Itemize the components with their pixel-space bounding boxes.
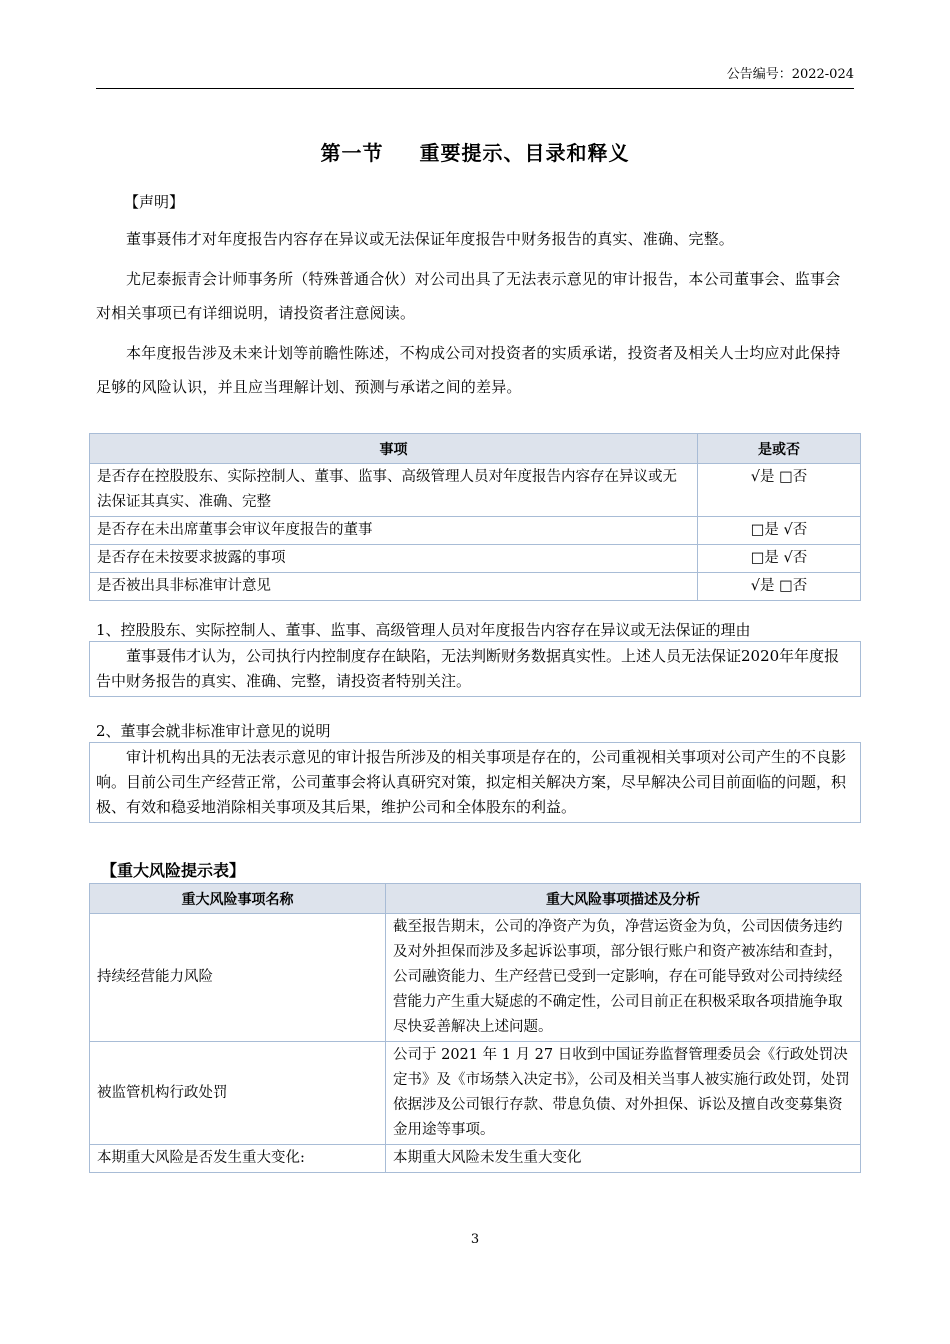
item-cell: 是否存在未出席董事会审议年度报告的董事	[90, 517, 698, 545]
confirmation-table	[89, 433, 861, 601]
declaration-label: 【声明】	[124, 193, 185, 211]
risk-name-cell: 持续经营能力风险	[90, 914, 386, 1042]
risk-table-title: 【重大风险提示表】	[101, 861, 246, 880]
table-row	[90, 545, 861, 573]
item-cell: 是否存在未按要求披露的事项	[90, 545, 698, 573]
page-header	[96, 66, 854, 89]
page-number: 3	[470, 1232, 480, 1247]
risk-table	[89, 883, 861, 1173]
answer-cell: □是 √否	[698, 517, 861, 545]
table-row	[90, 464, 861, 517]
declaration-paragraph: 董事聂伟才对年度报告内容存在异议或无法保证年度报告中财务报告的真实、准确、完整。	[126, 230, 735, 248]
section-heading: 重要提示、目录和释义	[419, 141, 630, 165]
column-header: 重大风险事项名称	[90, 884, 386, 914]
table-row	[90, 517, 861, 545]
table-header-row	[90, 884, 861, 914]
risk-name-cell: 本期重大风险是否发生重大变化:	[90, 1145, 386, 1173]
answer-cell: √是 □否	[698, 464, 861, 517]
answer-cell: √是 □否	[698, 573, 861, 601]
section-title	[0, 137, 950, 166]
announcement-number: 公告编号：2022-024	[726, 67, 854, 82]
column-header: 是或否	[698, 434, 861, 464]
risk-desc-cell: 公司于 2021 年 1 月 27 日收到中国证券监督管理委员会《行政处罚决定书》及《市场禁入决定书》，公司及相关当事人被实施行政处罚，处罚依据涉及公司银行存款、带息负债、对外担保、诉讼及擅自改变募集资金用途等事项。	[386, 1042, 861, 1145]
note-2-label: 2、董事会就非标准审计意见的说明	[96, 722, 331, 740]
note-2-box: 审计机构出具的无法表示意见的审计报告所涉及的相关事项是存在的，公司重视相关事项对公司产生的不良影响。目前公司生产经营正常，公司董事会将认真研究对策，拟定相关解决方案，尽早解决公司目前面临的问题，积极、有效和稳妥地消除相关事项及其后果，维护公司和全体股东的利益。	[89, 742, 861, 823]
note-1-box: 董事聂伟才认为，公司执行内控制度存在缺陷，无法判断财务数据真实性。上述人员无法保证2020年年度报告中财务报告的真实、准确、完整，请投资者特别关注。	[89, 641, 861, 697]
note-1-label: 1、控股股东、实际控制人、董事、监事、高级管理人员对年度报告内容存在异议或无法保证的理由	[96, 621, 751, 639]
risk-name-cell: 被监管机构行政处罚	[90, 1042, 386, 1145]
table-row	[90, 1042, 861, 1145]
column-header: 重大风险事项描述及分析	[386, 884, 861, 914]
table-row	[90, 1145, 861, 1173]
table-row	[90, 573, 861, 601]
column-header: 事项	[90, 434, 698, 464]
item-cell: 是否存在控股股东、实际控制人、董事、监事、高级管理人员对年度报告内容存在异议或无法保证其真实、准确、完整	[90, 464, 698, 517]
section-number: 第一节	[320, 141, 384, 165]
declaration-paragraph: 本年度报告涉及未来计划等前瞻性陈述，不构成公司对投资者的实质承诺，投资者及相关人士均应对此保持足够的风险认识，并且应当理解计划、预测与承诺之间的差异。	[96, 344, 841, 396]
risk-desc-cell: 截至报告期末，公司的净资产为负，净营运资金为负，公司因债务违约及对外担保而涉及多起诉讼事项，部分银行账户和资产被冻结和查封，公司融资能力、生产经营已受到一定影响，存在可能导致对公司持续经营能力产生重大疑虑的不确定性，公司目前正在积极采取各项措施争取尽快妥善解决上述问题。	[386, 914, 861, 1042]
answer-cell: □是 √否	[698, 545, 861, 573]
item-cell: 是否被出具非标准审计意见	[90, 573, 698, 601]
table-header-row	[90, 434, 861, 464]
declaration-paragraph: 尤尼泰振青会计师事务所（特殊普通合伙）对公司出具了无法表示意见的审计报告，本公司董事会、监事会对相关事项已有详细说明，请投资者注意阅读。	[96, 270, 841, 322]
table-row	[90, 914, 861, 1042]
risk-desc-cell: 本期重大风险未发生重大变化	[386, 1145, 861, 1173]
